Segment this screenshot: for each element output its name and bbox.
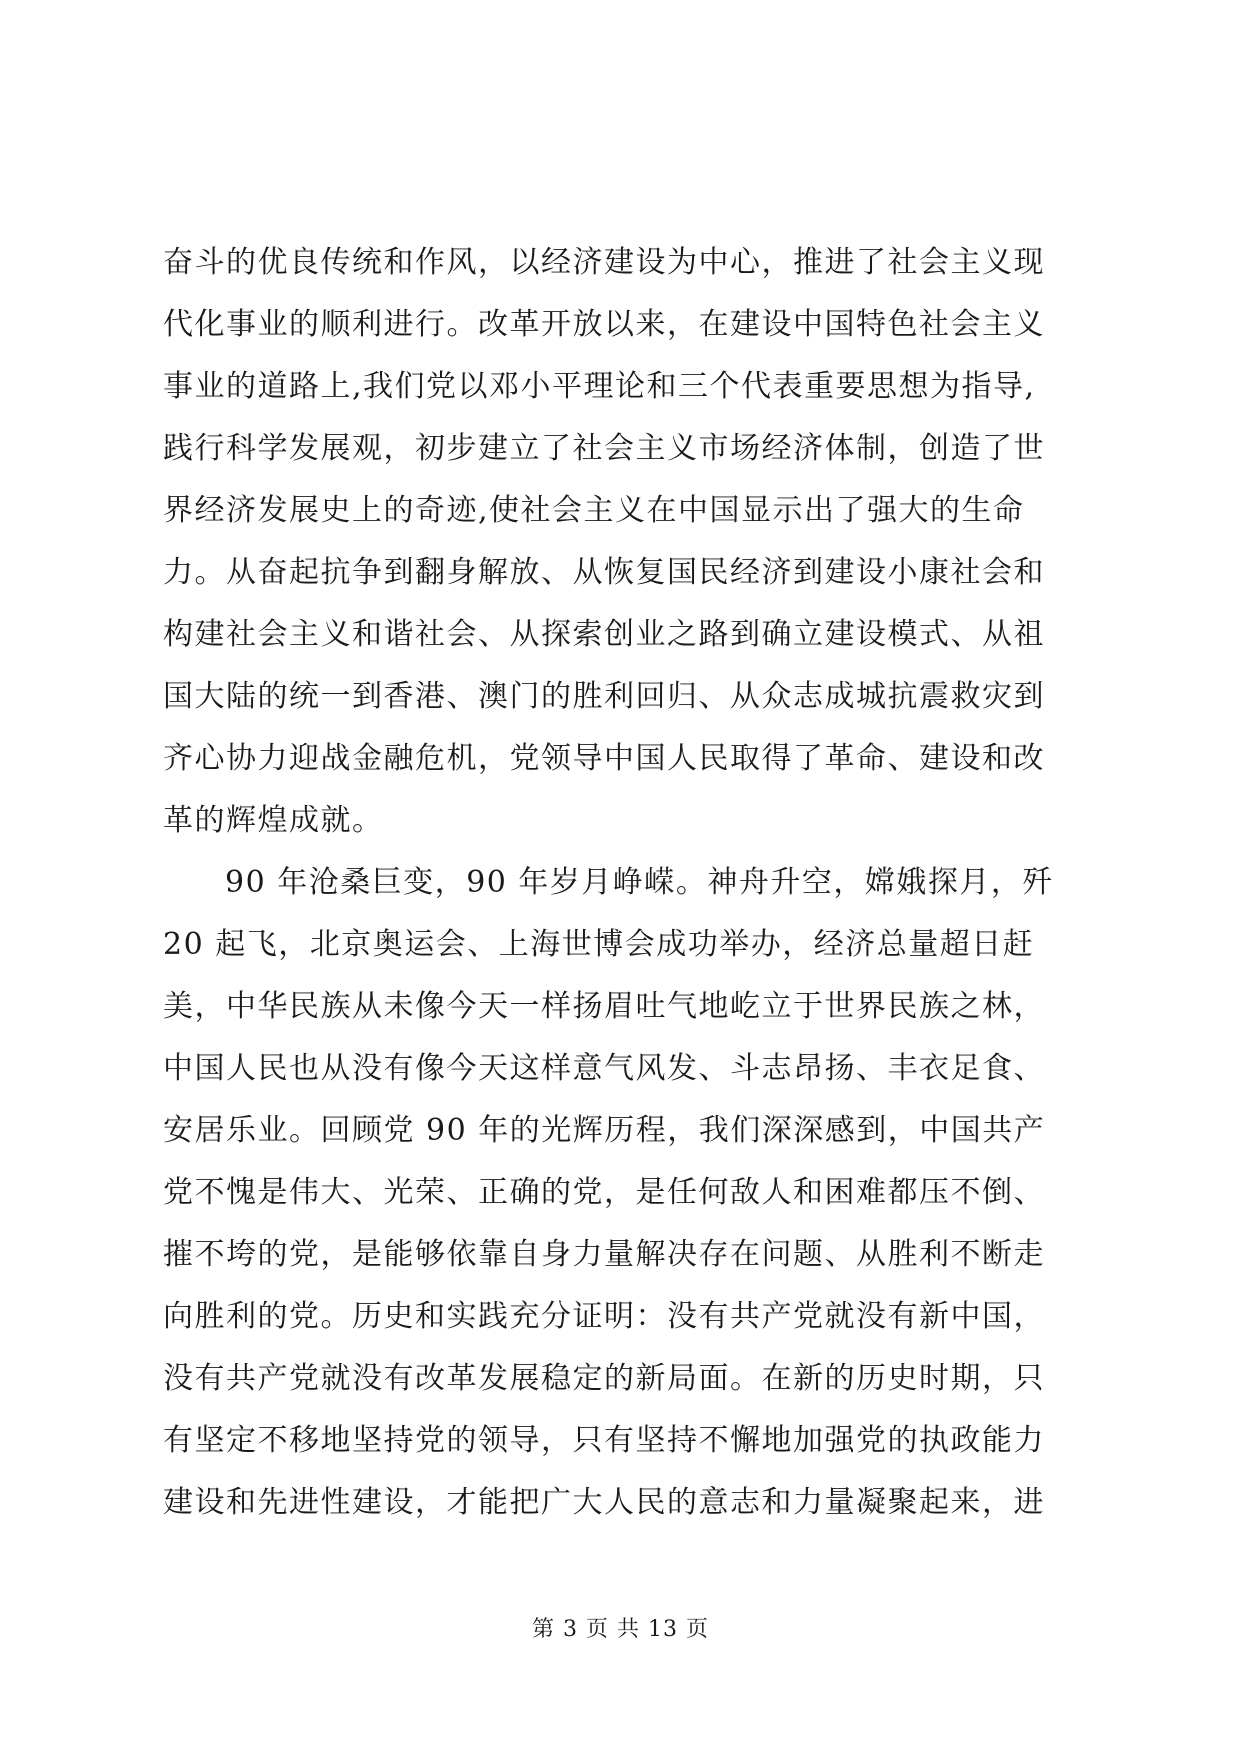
text-line: 界经济发展史上的奇迹,使社会主义在中国显示出了强大的生命 — [163, 493, 1025, 528]
text-line: 构建社会主义和谐社会、从探索创业之路到确立建设模式、从祖 — [163, 617, 1045, 652]
text-line: 美，中华民族从未像今天一样扬眉吐气地屹立于世界民族之林， — [163, 989, 1045, 1024]
text-line: 20 起飞，北京奥运会、上海世博会成功举办，经济总量超日赶 — [163, 927, 1035, 962]
text-line: 中国人民也从没有像今天这样意气风发、斗志昂扬、丰衣足食、 — [163, 1051, 1045, 1086]
text-line: 代化事业的顺利进行。改革开放以来，在建设中国特色社会主义 — [163, 307, 1045, 342]
text-line: 党不愧是伟大、光荣、正确的党，是任何敌人和困难都压不倒、 — [163, 1175, 1045, 1210]
text-line: 齐心协力迎战金融危机，党领导中国人民取得了革命、建设和改 — [163, 741, 1045, 776]
text-line: 建设和先进性建设，才能把广大人民的意志和力量凝聚起来，进 — [163, 1485, 1045, 1520]
text-line: 革的辉煌成就。 — [163, 803, 384, 838]
text-line: 摧不垮的党，是能够依靠自身力量解决存在问题、从胜利不断走 — [163, 1237, 1045, 1272]
text-line: 向胜利的党。历史和实践充分证明：没有共产党就没有新中国， — [163, 1299, 1045, 1334]
text-line: 奋斗的优良传统和作风，以经济建设为中心，推进了社会主义现 — [163, 245, 1045, 280]
text-line: 践行科学发展观，初步建立了社会主义市场经济体制，创造了世 — [163, 431, 1045, 466]
text-line: 国大陆的统一到香港、澳门的胜利回归、从众志成城抗震救灾到 — [163, 679, 1045, 714]
text-line: 没有共产党就没有改革发展稳定的新局面。在新的历史时期，只 — [163, 1361, 1045, 1396]
text-line: 90 年沧桑巨变，90 年岁月峥嵘。神舟升空，嫦娥探月，歼 — [225, 865, 1054, 900]
text-line: 力。从奋起抗争到翻身解放、从恢复国民经济到建设小康社会和 — [163, 555, 1045, 590]
page-number-footer: 第 3 页 共 13 页 — [532, 1617, 709, 1642]
text-line: 安居乐业。回顾党 90 年的光辉历程，我们深深感到，中国共产 — [163, 1113, 1046, 1148]
text-line: 事业的道路上,我们党以邓小平理论和三个代表重要思想为指导, — [163, 369, 1036, 404]
text-line: 有坚定不移地坚持党的领导，只有坚持不懈地加强党的执政能力 — [163, 1423, 1045, 1458]
body-text — [163, 232, 1103, 1534]
